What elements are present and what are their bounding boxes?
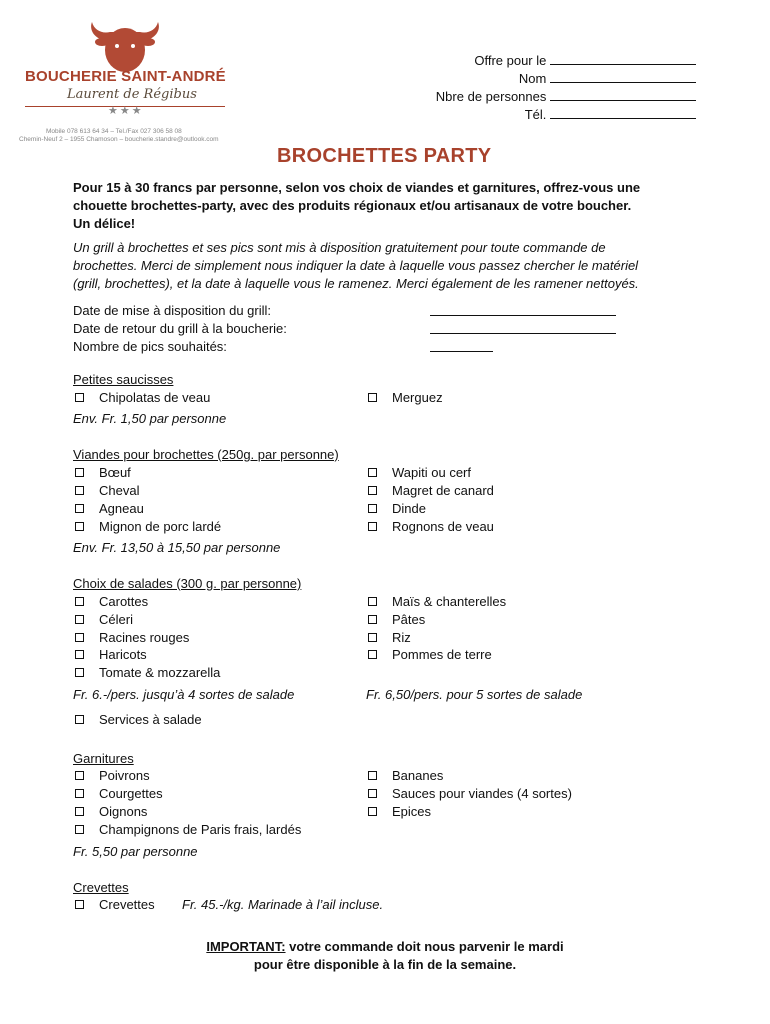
checkbox-option[interactable]: Cheval bbox=[75, 482, 139, 499]
brand-name: BOUCHERIE SAINT-ANDRÉ bbox=[25, 68, 226, 85]
checkbox-option[interactable]: Pommes de terre bbox=[368, 646, 492, 663]
checkbox-option[interactable]: Bananes bbox=[368, 767, 443, 784]
owner-name: Laurent de Régibus bbox=[67, 87, 197, 102]
checkbox-option[interactable]: Carottes bbox=[75, 593, 148, 610]
section-heading: Petites saucisses bbox=[73, 372, 174, 387]
stars-icon: ★★★ bbox=[108, 105, 144, 117]
checkbox-option[interactable]: Mignon de porc lardé bbox=[75, 518, 221, 535]
checkbox-option[interactable]: Wapiti ou cerf bbox=[368, 464, 471, 481]
checkbox-option[interactable]: Magret de canard bbox=[368, 482, 494, 499]
price-note: Fr. 6.-/pers. jusqu’à 4 sortes de salade bbox=[73, 687, 295, 702]
checkbox-icon[interactable] bbox=[75, 900, 84, 909]
checkbox-icon[interactable] bbox=[75, 522, 84, 531]
checkbox-option[interactable]: Oignons bbox=[75, 803, 147, 820]
checkbox-option[interactable]: Sauces pour viandes (4 sortes) bbox=[368, 785, 572, 802]
checkbox-icon[interactable] bbox=[75, 650, 84, 659]
checkbox-icon[interactable] bbox=[75, 771, 84, 780]
grill-field-label: Date de retour du grill à la boucherie: bbox=[73, 321, 287, 336]
checkbox-icon[interactable] bbox=[368, 393, 377, 402]
grill-field-label: Date de mise à disposition du grill: bbox=[73, 303, 271, 318]
checkbox-option[interactable]: Tomate & mozzarella bbox=[75, 664, 220, 681]
checkbox-option[interactable]: Agneau bbox=[75, 500, 144, 517]
checkbox-option[interactable]: Poivrons bbox=[75, 767, 150, 784]
info-text: Un grill à brochettes et ses pics sont mis à disposition gratuitement pour toute commande de brochettes. Merci de simplement nous indiquer la date à laquelle vous passez chercher le matériel (grill, brochettes), et la date à laquelle vous le ramenez. Merci également de les ramener nettoyés. bbox=[73, 240, 639, 291]
price-note: Env. Fr. 13,50 à 15,50 par personne bbox=[73, 540, 281, 555]
section-heading: Garnitures bbox=[73, 751, 134, 766]
checkbox-icon[interactable] bbox=[75, 468, 84, 477]
checkbox-option[interactable]: Epices bbox=[368, 803, 431, 820]
checkbox-option[interactable]: Services à salade bbox=[75, 711, 202, 728]
checkbox-icon[interactable] bbox=[368, 486, 377, 495]
checkbox-option[interactable]: Maïs & chanterelles bbox=[368, 593, 506, 610]
checkbox-option[interactable]: Chipolatas de veau bbox=[75, 389, 210, 406]
checkbox-option[interactable]: Haricots bbox=[75, 646, 147, 663]
important-notice: IMPORTANT: votre commande doit nous parvenir le mardi pour être disponible à la fin de la semaine. bbox=[206, 939, 564, 972]
checkbox-icon[interactable] bbox=[75, 789, 84, 798]
checkbox-icon[interactable] bbox=[368, 771, 377, 780]
contact-line-2: Chemin-Neuf 2 – 1955 Chamoson – boucherie.standre@outlook.com bbox=[19, 136, 219, 143]
intro-text: Pour 15 à 30 francs par personne, selon vos choix de viandes et garnitures, offrez-vous une chouette brochettes-party, avec des produits régionaux et/ou artisanaux de votre boucher. Un délice! bbox=[73, 180, 641, 231]
grill-date-return-field[interactable] bbox=[430, 333, 616, 334]
order-field[interactable]: Offre pour le bbox=[400, 52, 696, 70]
order-fields bbox=[400, 52, 696, 124]
checkbox-icon[interactable] bbox=[75, 633, 84, 642]
price-note: Fr. 5,50 par personne bbox=[73, 844, 198, 859]
section-heading: Crevettes bbox=[73, 880, 129, 895]
price-note: Fr. 45.-/kg. Marinade à l’ail incluse. bbox=[182, 897, 384, 912]
checkbox-icon[interactable] bbox=[368, 597, 377, 606]
checkbox-icon[interactable] bbox=[368, 522, 377, 531]
order-field[interactable]: Nbre de personnes bbox=[400, 88, 696, 106]
checkbox-option[interactable]: Pâtes bbox=[368, 611, 425, 628]
checkbox-option[interactable]: Racines rouges bbox=[75, 629, 189, 646]
checkbox-icon[interactable] bbox=[368, 650, 377, 659]
checkbox-icon[interactable] bbox=[368, 468, 377, 477]
pics-count-field[interactable] bbox=[430, 351, 493, 352]
checkbox-option[interactable]: Courgettes bbox=[75, 785, 163, 802]
contact-line-1: Mobile 078 613 64 34 – Tel./Fax 027 306 58 08 bbox=[46, 128, 182, 135]
checkbox-icon[interactable] bbox=[75, 715, 84, 724]
checkbox-option[interactable]: Céleri bbox=[75, 611, 133, 628]
checkbox-icon[interactable] bbox=[368, 615, 377, 624]
checkbox-icon[interactable] bbox=[75, 807, 84, 816]
checkbox-icon[interactable] bbox=[75, 597, 84, 606]
grill-date-out-field[interactable] bbox=[430, 315, 616, 316]
checkbox-icon[interactable] bbox=[75, 393, 84, 402]
grill-field-label: Nombre de pics souhaités: bbox=[73, 339, 227, 354]
checkbox-icon[interactable] bbox=[75, 504, 84, 513]
price-note: Fr. 6,50/pers. pour 5 sortes de salade bbox=[366, 687, 583, 702]
checkbox-option[interactable]: Merguez bbox=[368, 389, 443, 406]
checkbox-icon[interactable] bbox=[368, 807, 377, 816]
checkbox-option[interactable]: Riz bbox=[368, 629, 411, 646]
checkbox-icon[interactable] bbox=[368, 789, 377, 798]
order-field[interactable]: Tél. bbox=[400, 106, 696, 124]
section-heading: Viandes pour brochettes (250g. par personne) bbox=[73, 447, 339, 462]
page-title: BROCHETTES PARTY bbox=[277, 145, 492, 167]
checkbox-option[interactable]: Dinde bbox=[368, 500, 426, 517]
logo bbox=[20, 12, 230, 124]
order-field[interactable]: Nom bbox=[400, 70, 696, 88]
checkbox-icon[interactable] bbox=[368, 633, 377, 642]
checkbox-option[interactable]: Champignons de Paris frais, lardés bbox=[75, 821, 301, 838]
checkbox-icon[interactable] bbox=[75, 668, 84, 677]
checkbox-icon[interactable] bbox=[75, 486, 84, 495]
checkbox-icon[interactable] bbox=[368, 504, 377, 513]
checkbox-icon[interactable] bbox=[75, 615, 84, 624]
checkbox-option[interactable]: Bœuf bbox=[75, 464, 131, 481]
checkbox-option[interactable]: Rognons de veau bbox=[368, 518, 494, 535]
checkbox-option[interactable]: Crevettes bbox=[75, 896, 155, 913]
price-note: Env. Fr. 1,50 par personne bbox=[73, 411, 227, 426]
checkbox-icon[interactable] bbox=[75, 825, 84, 834]
section-heading: Choix de salades (300 g. par personne) bbox=[73, 576, 302, 591]
bull-head-icon bbox=[80, 12, 170, 74]
